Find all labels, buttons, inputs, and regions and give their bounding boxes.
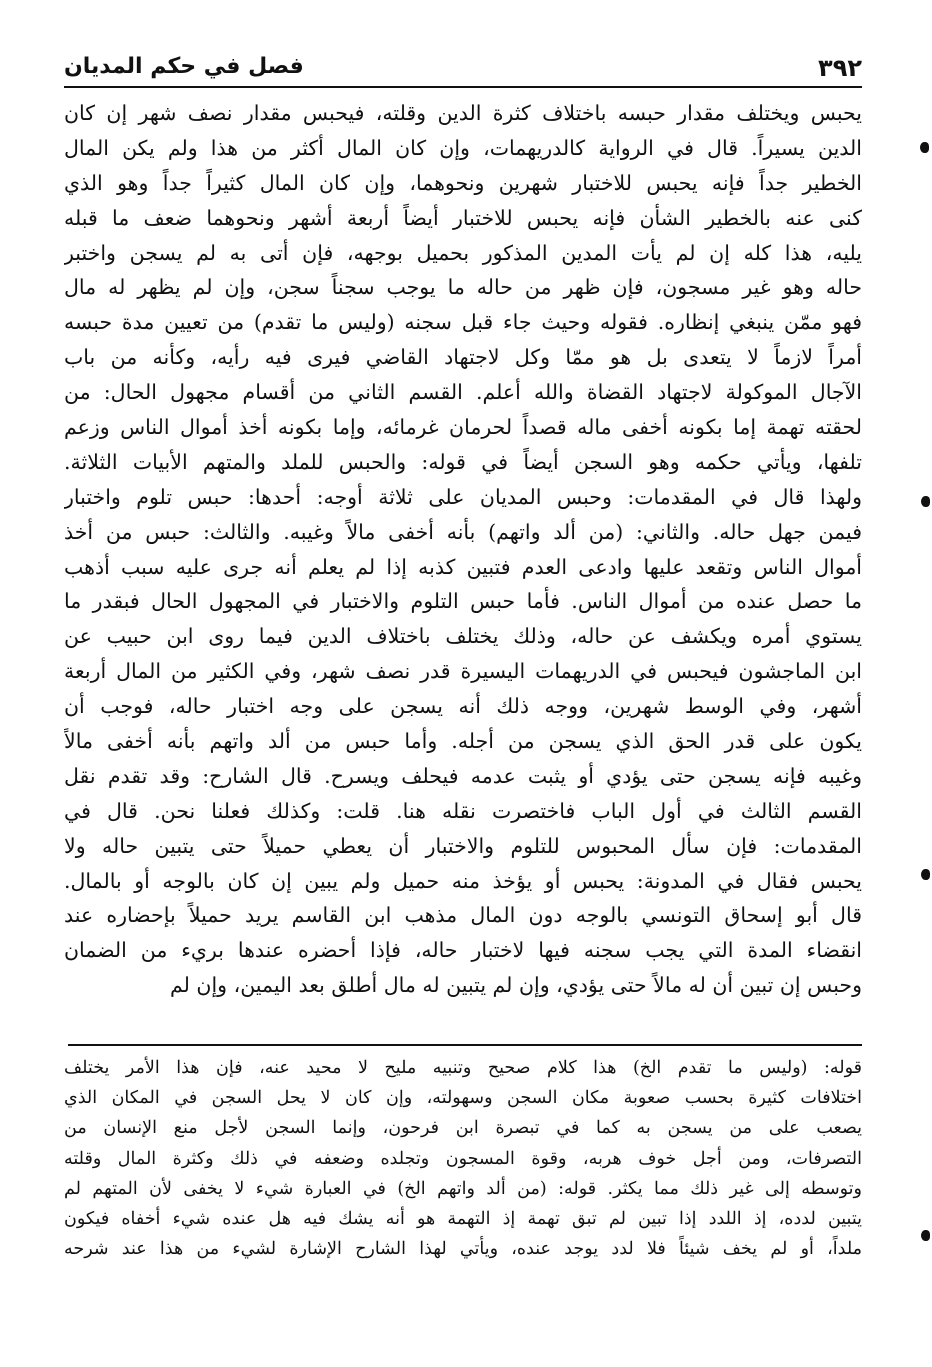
- text-line: يليه، هذا كله إن لم يأت المدين المذكور بحميل بوجهه، فإن أتى به لم يسجن واختبر: [64, 240, 862, 265]
- footnote-line: ملداً، أو لم يخف شيئاً فلا لدد يوجد عنده، ويأتي لهذا الشارح الإشارة لشيء من هذا عند شرحه: [64, 1239, 862, 1260]
- text-line: يحبس فقال في المدونة: يحبس أو يؤخذ منه حميل ولم يبين إن كان بالوجه أو بالمال.: [64, 868, 862, 893]
- page-header: [64, 52, 862, 88]
- footnote-line: اختلافات كثيرة بحسب صعوبة مكان السجن وسهولته، وإن كان لا يحل السجن في المكان الذي: [64, 1088, 862, 1109]
- chapter-title: فصل في حكم المديان: [64, 54, 304, 79]
- text-line: كنى عنه بالخطير الشأن فإنه يحبس للاختبار أيضاً أربعة أشهر ونحوهما ضعف ما قبله: [64, 205, 862, 230]
- footnote-line: قوله: (وليس ما تقدم الخ) هذا كلام صحيح وتنبيه مليح لا محيد عنه، فإن هذا الأمر يختلف: [64, 1058, 862, 1078]
- text-line: فيمن جهل حاله. والثاني: (من ألد واتهم) بأنه أخفى مالاً وغيبه. والثالث: حبس من أخذ: [64, 519, 862, 544]
- footnote-line: يصعب على من يسجن به كما في تبصرة ابن فرحون، وإنما السجن لأجل منع الإنسان من: [64, 1118, 862, 1139]
- header-rule: [64, 86, 862, 88]
- text-line: لحقته تهمة إما بكونه أخفى ماله قصداً لحرمان غرمائه، وإما بكونه أخذ أموال الناس وزعم: [64, 415, 862, 440]
- footnote-text: [64, 1053, 862, 1264]
- text-line: وغيبه فإنه يسجن حتى يؤدي أو يثبت عدمه فيحلف ويسرح. قال الشارح: وقد تقدم نقل: [64, 763, 862, 788]
- text-line: ابن الماجشون فيحبس في الدريهمات اليسيرة قدر نصف شهر، وفي الكثير من المال أربعة: [64, 659, 862, 684]
- footnote-rule: [68, 1044, 862, 1046]
- scan-binding-mark: [921, 496, 930, 507]
- text-line: القسم الثالث في أول الباب فاختصرت نقله هنا. قلت: وكذلك فعلنا نحن. قال في: [64, 798, 862, 823]
- text-line: الدين يسيراً. قال في الرواية كالدريهمات، وإن كان المال أكثر من هذا ولم يكن المال: [64, 135, 862, 160]
- footnote-line: وتوسطه إلى غير ذلك مما يكثر. قوله: (من ألد واتهم الخ) في العبارة شيء لا يخفى لأن المتهم لم: [64, 1178, 862, 1199]
- text-line: فهو ممّن ينبغي إنظاره. فقوله وحيث جاء قبل سجنه (وليس ما تقدم) من تعيين مدة حبسه: [64, 310, 862, 335]
- text-line: ولهذا قال في المقدمات: وحبس المديان على ثلاثة أوجه: أحدها: حبس تلوم واختبار: [64, 484, 862, 509]
- page-number: ٣٩٢: [818, 54, 862, 82]
- footnote-line: التصرفات، ومن أجل خوف هربه، وقوة المسجون وتجلده وضعفه في ذلك وكثرة المال وقلته: [64, 1148, 862, 1169]
- text-line: وحبس إن تبين أن له مالاً حتى يؤدي، وإن لم يتبين له مال أطلق بعد اليمين، وإن لم: [170, 973, 862, 998]
- text-line: ما حصل عنده من أموال الناس. فأما حبس التلوم والاختبار في المجهول الحال فبقدر ما: [64, 589, 862, 614]
- text-line: يحبس ويختلف مقدار حبسه باختلاف كثرة الدين وقلته، فيحبس مقدار نصف شهر إن كان: [64, 101, 862, 125]
- text-line: يكون على قدر الحق الذي يسجن من أجله. وأما حبس من ألد واتهم بأنه أخفى مالاً: [64, 729, 862, 754]
- scan-binding-mark: [921, 869, 930, 880]
- scan-binding-mark: [921, 1230, 930, 1241]
- text-line: أموال الناس وتقعد عليها وادعى العدم فتبين كذبه إذا لم يعلم أنه جرى عليه سبب أذهب: [64, 554, 862, 579]
- text-line: الآجال الموكولة لاجتهاد القضاة والله أعلم. القسم الثاني من أقسام مجهول الحال: من: [64, 380, 862, 405]
- text-line: أمراً لازماً لا يتعدى بل هو ممّا وكل لاجتهاد القاضي فيرى فيه رأيه، وكأنه من باب: [64, 345, 862, 370]
- main-text: [64, 96, 862, 1003]
- text-line: الخطير جداً فإنه يحبس للاختبار شهرين ونحوهما، وإن كان المال كثيراً جداً وهو الذي: [64, 170, 862, 195]
- text-line: المقدمات: فإن سأل المحبوس للتلوم والاختبار أن يعطي حميلاً حتى يتبين حاله ولا: [64, 833, 862, 858]
- text-line: انقضاء المدة التي يجب سجنه فيها لاختبار حاله، فإذا أحضره عندها بريء من الضمان: [64, 938, 862, 963]
- footnote-line: يتبين لدده، إذ اللدد إذا تبين لم تبق تهمة إذ التهمة هو أنه يشك فيه هل عنده شيء أخفاه فيكون: [64, 1208, 862, 1229]
- scan-binding-mark: [920, 142, 929, 153]
- text-line: حاله وهو غير مسجون، فإن ظهر من حاله ما يوجب سجناً سجن، وإن لم يظهر له مال: [64, 275, 862, 300]
- text-line: أشهر، وفي الوسط شهرين، ووجه ذلك أنه يسجن على وجه اختبار حاله، فوجب أن: [64, 694, 862, 719]
- text-line: تلفها، ويأتي حكمه وهو السجن أيضاً في قوله: والحبس للملد والمتهم الأبيات الثلاثة.: [64, 449, 862, 474]
- text-line: قال أبو إسحاق التونسي بالوجه دون المال مذهب ابن القاسم يريد حميلاً بإحضاره عند: [64, 903, 862, 928]
- text-line: يستوي أمره ويكشف عن حاله، وذلك يختلف باختلاف الدين فيما روى ابن حبيب عن: [64, 624, 862, 649]
